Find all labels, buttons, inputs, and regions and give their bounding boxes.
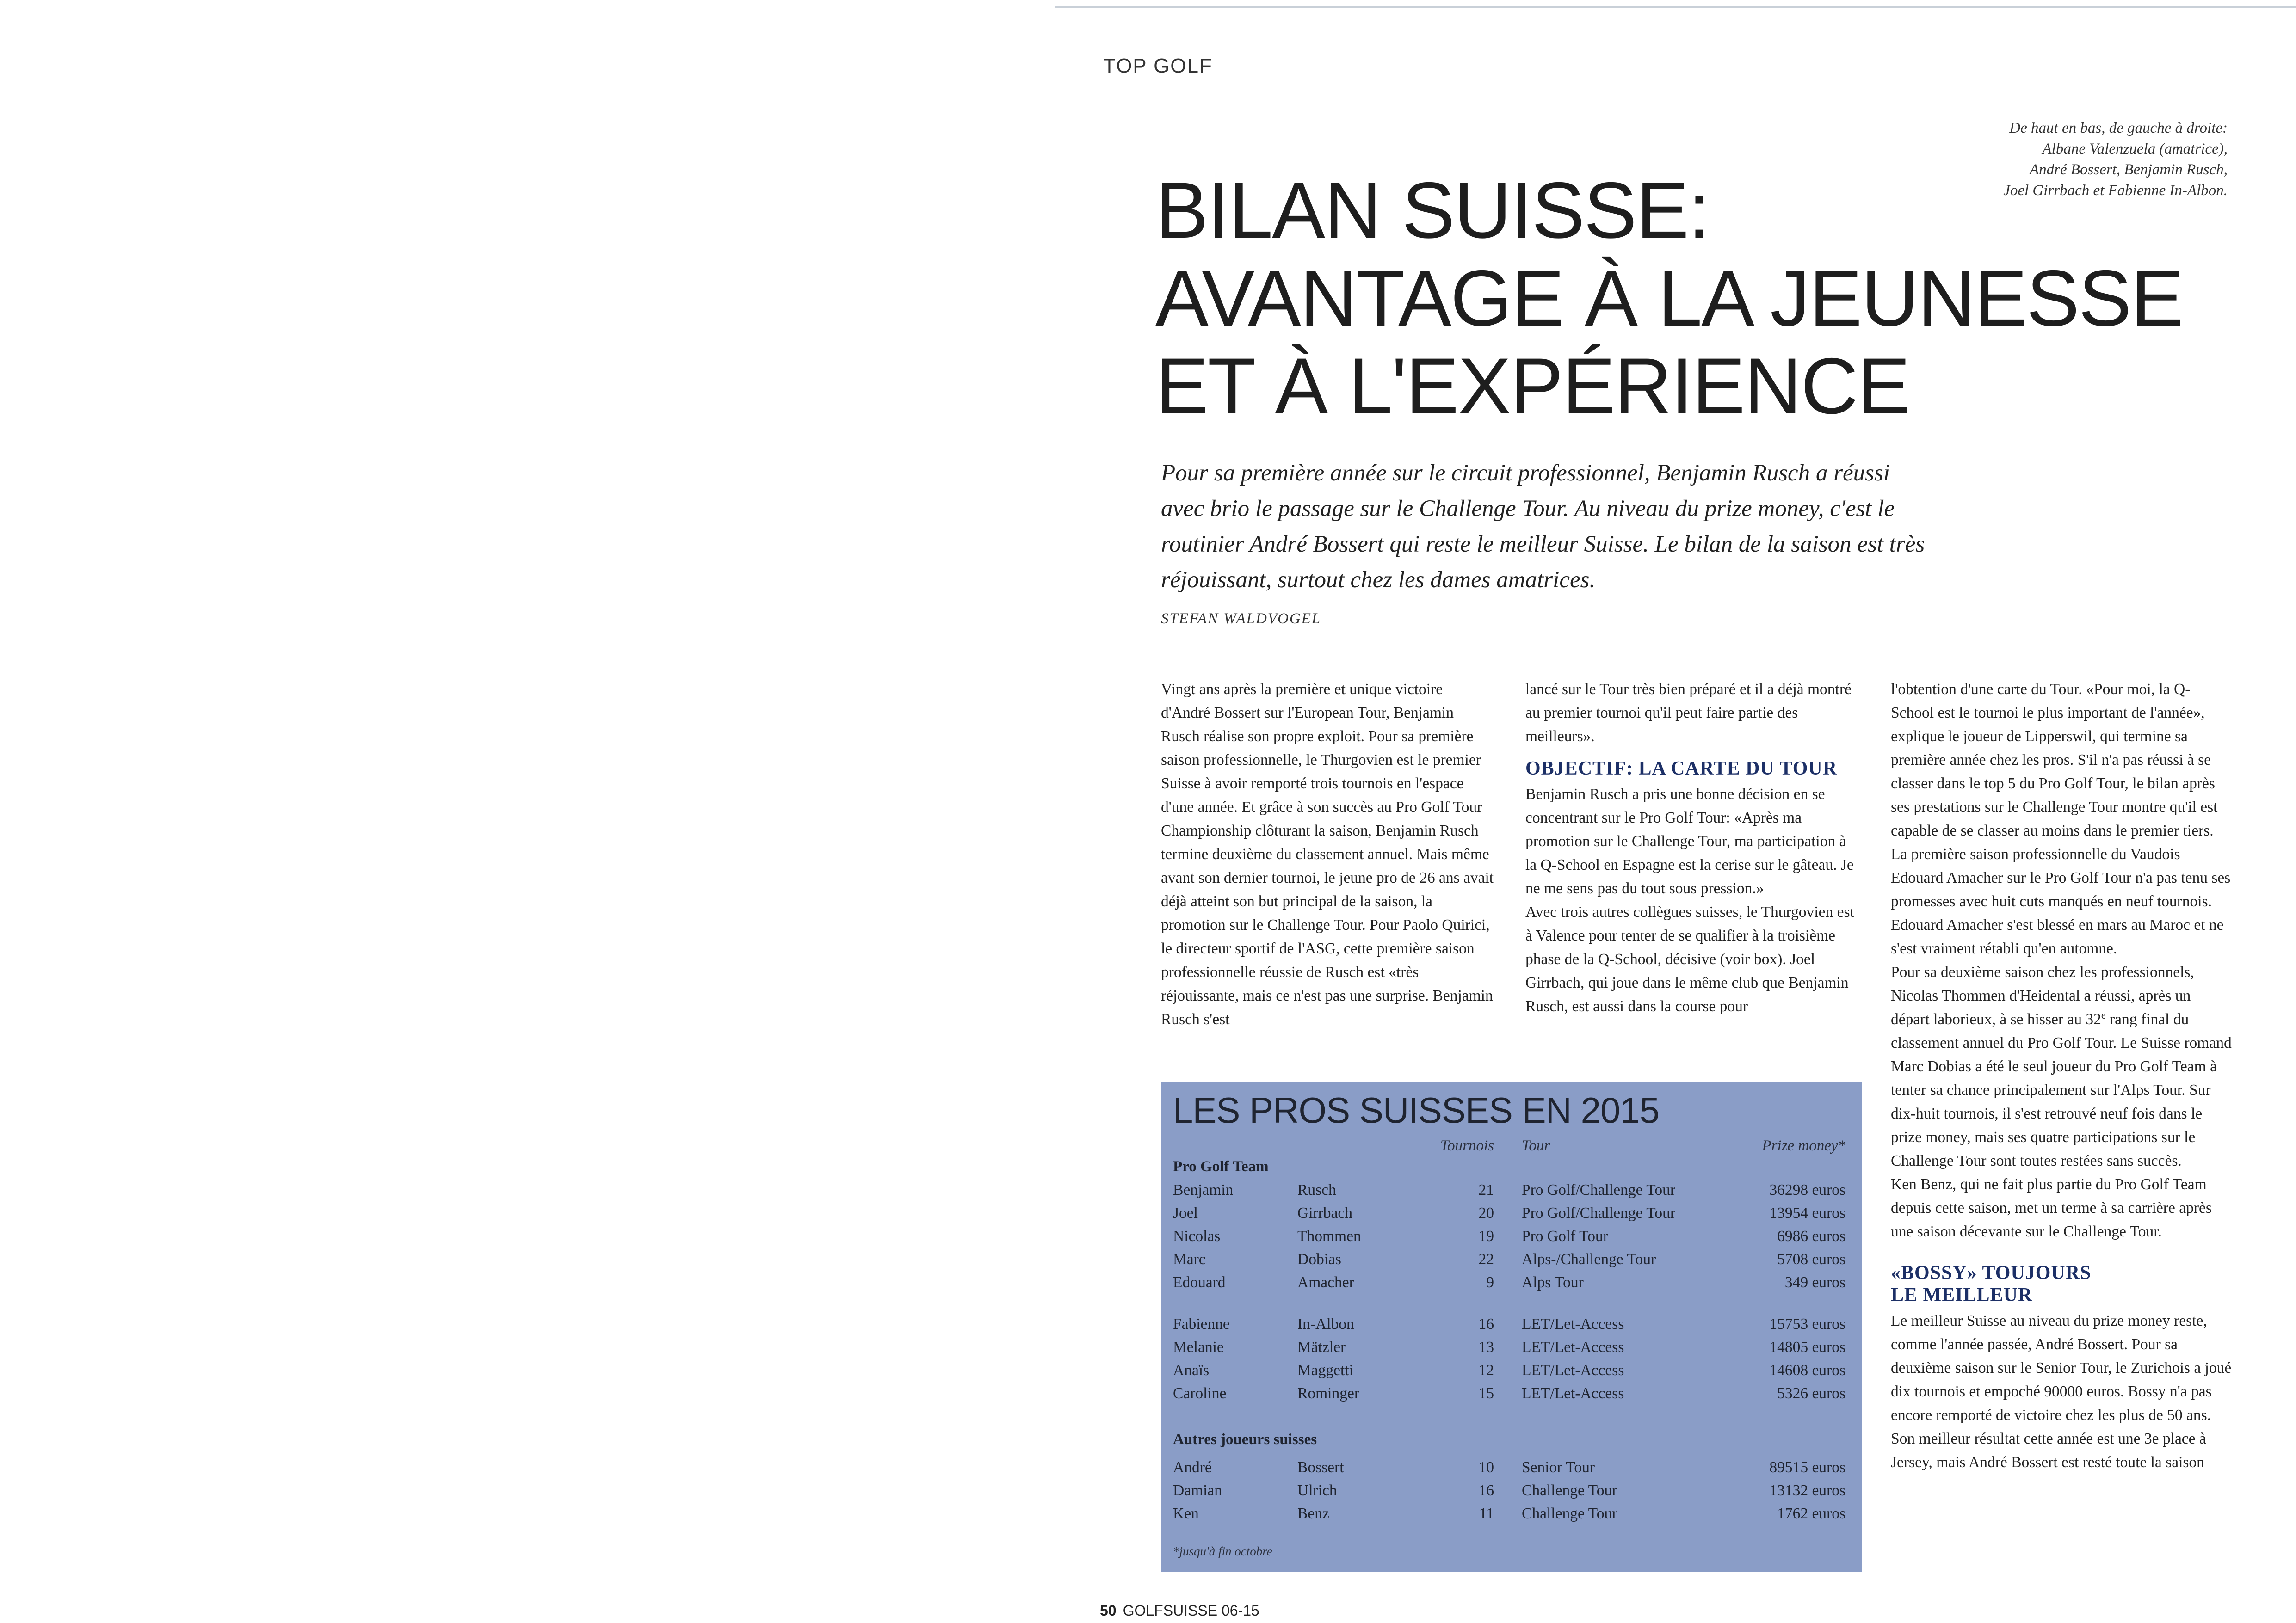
- first-name: Joel: [1173, 1205, 1198, 1222]
- tournaments-count: 22: [1478, 1251, 1494, 1268]
- paragraph: Benjamin Rusch a pris une bonne décision en se concentrant sur le Pro Golf Tour: «Après ma promotion sur le Challenge Tour, ma participation à la Q-School en Espagne est la cerise sur le gâteau. Je ne me sens pas du tout sous pression.»: [1525, 786, 1854, 897]
- article-column-3: [1891, 677, 2233, 1474]
- table-row: [1161, 1251, 1862, 1274]
- group-label-other-players: Autres joueurs suisses: [1173, 1431, 1317, 1448]
- group-label-pro-golf-team: Pro Golf Team: [1173, 1158, 1269, 1175]
- title-line: BILAN SUISSE:: [1155, 166, 1710, 255]
- prize-money: 5326 euros: [1777, 1385, 1845, 1402]
- table-row: [1161, 1505, 1862, 1528]
- paragraph: Avec trois autres collègues suisses, le Thurgovien est à Valence pour tenter de se qualifier à la troisième phase de la Q-School, décisive (voir box). Joel Girrbach, qui joue dans le même club que Benjamin Rusch, est aussi dans la course pour: [1525, 904, 1854, 1015]
- caption-line: André Bossert, Benjamin Rusch,: [2029, 161, 2228, 178]
- ordinal-superscript: e: [2101, 1009, 2106, 1021]
- swiss-pros-box: [1161, 1082, 1862, 1572]
- tournaments-count: 16: [1478, 1316, 1494, 1333]
- last-name: Girrbach: [1297, 1205, 1353, 1222]
- tournaments-count: 10: [1478, 1459, 1494, 1476]
- first-name: Caroline: [1173, 1385, 1227, 1402]
- paragraph: Vingt ans après la première et unique victoire d'André Bossert sur l'European Tour, Benjamin Rusch réalise son propre exploit. Pour sa première saison professionnelle, le Thurgovien est le premier Suisse à avoir remporté trois tournois en l'espace d'une année. Et grâce à son succès au Pro Golf Tour Championship clôturant la saison, Benjamin Rusch termine deuxième du classement annuel. Mais même avant son dernier tournoi, le jeune pro de 26 ans avait déjà atteint son but principal de la saison, la promotion sur le Challenge Tour. Pour Paolo Quirici, le directeur sportif de l'ASG, cette première saison professionnelle réussie de Rusch est «très réjouissante, mais ce n'est pas une surprise. Benjamin Rusch s'est: [1161, 681, 1494, 1028]
- subheading: [1891, 1262, 2233, 1306]
- prize-money: 14805 euros: [1769, 1339, 1845, 1356]
- header-prize-money: Prize money*: [1762, 1137, 1845, 1154]
- prize-money: 15753 euros: [1769, 1316, 1845, 1333]
- last-name: Rusch: [1297, 1181, 1336, 1199]
- byline: STEFAN WALDVOGEL: [1161, 610, 1321, 627]
- last-name: Ulrich: [1297, 1482, 1337, 1499]
- caption-line: De haut en bas, de gauche à droite:: [2009, 120, 2228, 136]
- tour-name: LET/Let-Access: [1522, 1339, 1624, 1356]
- prize-money: 36298 euros: [1769, 1181, 1845, 1199]
- paragraph: lancé sur le Tour très bien préparé et il a déjà montré au premier tournoi qu'il peut faire partie des meilleurs».: [1525, 681, 1852, 745]
- page-number: 50: [1100, 1602, 1117, 1619]
- paragraph: [1891, 960, 2233, 1173]
- tour-name: Challenge Tour: [1522, 1505, 1617, 1522]
- tournaments-count: 16: [1478, 1482, 1494, 1499]
- tour-name: Alps Tour: [1522, 1274, 1584, 1291]
- top-rule: [1055, 6, 2296, 8]
- last-name: Rominger: [1297, 1385, 1359, 1402]
- tour-name: Pro Golf/Challenge Tour: [1522, 1181, 1675, 1199]
- paragraph: La première saison professionnelle du Vaudois Edouard Amacher sur le Pro Golf Tour n'a pas tenu ses promesses avec huit cuts manqués en neuf tournois. Edouard Amacher s'est blessé en mars au Maroc et ne s'est vraiment rétabli qu'en automne.: [1891, 846, 2231, 957]
- tour-name: Alps-/Challenge Tour: [1522, 1251, 1656, 1268]
- last-name: Thommen: [1297, 1228, 1361, 1245]
- last-name: Mätzler: [1297, 1339, 1346, 1356]
- first-name: Nicolas: [1173, 1228, 1221, 1245]
- first-name: Ken: [1173, 1505, 1199, 1522]
- tournaments-count: 21: [1478, 1181, 1494, 1199]
- page-footer: [1100, 1602, 1259, 1619]
- tournaments-count: 15: [1478, 1385, 1494, 1402]
- table-row: [1161, 1181, 1862, 1205]
- first-name: Fabienne: [1173, 1316, 1230, 1333]
- title-line: ET À L'EXPÉRIENCE: [1155, 342, 1910, 430]
- table-row: [1161, 1205, 1862, 1228]
- paragraph: Ken Benz, qui ne fait plus partie du Pro Golf Team depuis cette saison, met un terme à sa carrière après une saison décevante sur le Challenge Tour.: [1891, 1176, 2212, 1240]
- prize-money: 6986 euros: [1777, 1228, 1845, 1245]
- tour-name: Senior Tour: [1522, 1459, 1595, 1476]
- first-name: Edouard: [1173, 1274, 1226, 1291]
- text-run: Pour sa deuxième saison chez les professionnels, Nicolas Thommen d'Heidental a réussi, après un départ laborieux, à se hisser au 32: [1891, 964, 2194, 1028]
- first-name: Anaïs: [1173, 1362, 1210, 1379]
- subheading-line: LE MEILLEUR: [1891, 1285, 2033, 1306]
- last-name: Bossert: [1297, 1459, 1344, 1476]
- header-tournois: Tournois: [1440, 1137, 1494, 1154]
- prize-money: 13954 euros: [1769, 1205, 1845, 1222]
- first-name: Damian: [1173, 1482, 1222, 1499]
- article-column-1: [1161, 677, 1494, 1031]
- paragraph: Le meilleur Suisse au niveau du prize money reste, comme l'année passée, André Bossert. Pour sa deuxième saison sur le Senior Tour, le Zurichois a joué dix tournois et empoché 90000 euros. Bossy n'a pas encore remporté de victoire chez les plus de 50 ans. Son meilleur résultat cette année est une 3e place à Jersey, mais André Bossert est resté toute la saison: [1891, 1312, 2232, 1471]
- table-row: [1161, 1339, 1862, 1362]
- tournaments-count: 9: [1486, 1274, 1494, 1291]
- last-name: Amacher: [1297, 1274, 1354, 1291]
- prize-money: 5708 euros: [1777, 1251, 1845, 1268]
- first-name: Benjamin: [1173, 1181, 1234, 1199]
- box-title: LES PROS SUISSES EN 2015: [1173, 1090, 1660, 1131]
- text-run: rang final du classement annuel du Pro Golf Tour. Le Suisse romand Marc Dobias a été le seul joueur du Pro Golf Team à tenter sa chance principalement sur l'Alps Tour. Sur dix-huit tournois, il s'est retrouvé neuf fois dans le prize money, mais ses quatre participations sur le Challenge Tour sont toutes restées sans succès.: [1891, 1011, 2232, 1169]
- prize-money: 89515 euros: [1769, 1459, 1845, 1476]
- table-row: [1161, 1482, 1862, 1505]
- table-row: [1161, 1274, 1862, 1297]
- first-name: Melanie: [1173, 1339, 1224, 1356]
- box-footnote: *jusqu'à fin octobre: [1173, 1544, 1272, 1558]
- blank-left-page: [0, 0, 1055, 1623]
- first-name: André: [1173, 1459, 1212, 1476]
- last-name: Maggetti: [1297, 1362, 1353, 1379]
- header-tour: Tour: [1522, 1137, 1550, 1154]
- table-row: [1161, 1459, 1862, 1482]
- caption-line: Albane Valenzuela (amatrice),: [2042, 141, 2228, 157]
- article-lead: Pour sa première année sur le circuit professionnel, Benjamin Rusch a réussi avec brio le passage sur le Challenge Tour. Au niveau du prize money, c'est le routinier André Bossert qui reste le meilleur Suisse. Le bilan de la saison est très réjouissant, surtout chez les dames amatrices.: [1161, 460, 1925, 593]
- tour-name: Challenge Tour: [1522, 1482, 1617, 1499]
- subheading: OBJECTIF: LA CARTE DU TOUR: [1525, 758, 1838, 779]
- tournaments-count: 13: [1478, 1339, 1494, 1356]
- magazine-name: GOLFSUISSE 06-15: [1123, 1602, 1259, 1619]
- tournaments-count: 19: [1478, 1228, 1494, 1245]
- tour-name: LET/Let-Access: [1522, 1362, 1624, 1379]
- title-line: AVANTAGE À LA JEUNESSE: [1155, 254, 2183, 343]
- last-name: In-Albon: [1297, 1316, 1354, 1333]
- paragraph: l'obtention d'une carte du Tour. «Pour moi, la Q-School est le tournoi le plus important de l'année», explique le joueur de Lipperswil, qui termine sa première année chez les pros. S'il n'a pas réussi à se classer dans le top 5 du Pro Golf Tour, le bilan après ses prestations sur le Challenge Tour montre qu'il est capable de se classer au moins dans le premier tiers.: [1891, 681, 2218, 839]
- subheading-line: «BOSSY» TOUJOURS: [1891, 1262, 2092, 1284]
- first-name: Marc: [1173, 1251, 1206, 1268]
- section-label: TOP GOLF: [1103, 55, 1213, 77]
- prize-money: 13132 euros: [1769, 1482, 1845, 1499]
- table-row: [1161, 1316, 1862, 1339]
- tour-name: Pro Golf/Challenge Tour: [1522, 1205, 1675, 1222]
- last-name: Benz: [1297, 1505, 1329, 1522]
- caption-line: Joel Girrbach et Fabienne In-Albon.: [2003, 182, 2228, 199]
- table-row: [1161, 1228, 1862, 1251]
- prize-money: 349 euros: [1784, 1274, 1845, 1291]
- tournaments-count: 11: [1479, 1505, 1494, 1522]
- tour-name: Pro Golf Tour: [1522, 1228, 1608, 1245]
- tournaments-count: 20: [1478, 1205, 1494, 1222]
- last-name: Dobias: [1297, 1251, 1341, 1268]
- table-row: [1161, 1362, 1862, 1385]
- table-row: [1161, 1385, 1862, 1408]
- article-column-2: [1525, 677, 1859, 1018]
- tour-name: LET/Let-Access: [1522, 1316, 1624, 1333]
- prize-money: 1762 euros: [1777, 1505, 1845, 1522]
- prize-money: 14608 euros: [1769, 1362, 1845, 1379]
- tour-name: LET/Let-Access: [1522, 1385, 1624, 1402]
- tournaments-count: 12: [1478, 1362, 1494, 1379]
